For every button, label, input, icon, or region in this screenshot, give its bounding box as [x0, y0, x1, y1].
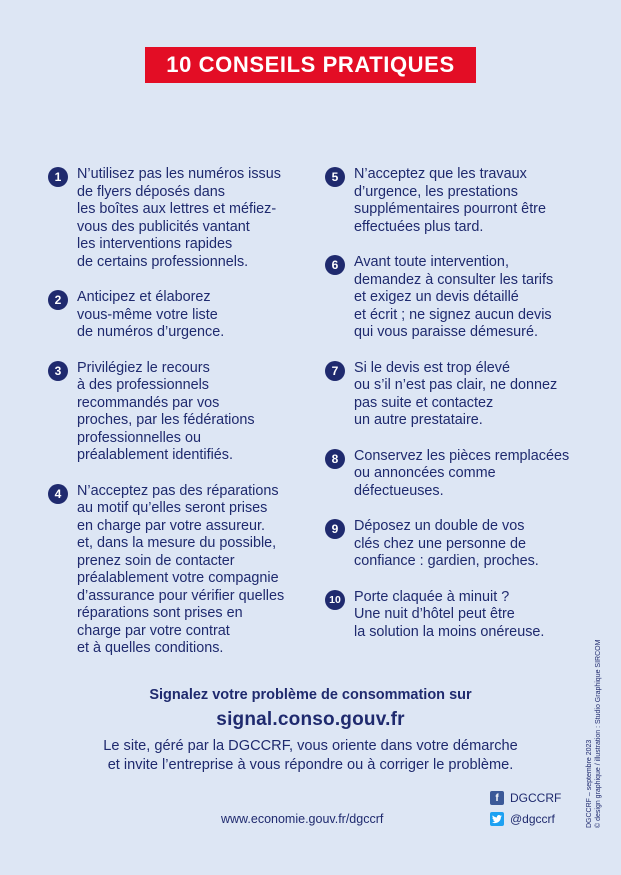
website-link[interactable]: www.economie.gouv.fr/dgccrf — [221, 812, 384, 826]
credits — [585, 640, 603, 828]
tip-item — [325, 254, 590, 342]
tip-number-badge: 6 — [325, 255, 345, 275]
twitter-handle: @dgccrf — [510, 812, 555, 826]
twitter-icon — [490, 812, 504, 826]
tip-text: Si le devis est trop élevé ou s’il n’est pas clair, ne donnez pas suite et contactez un autre prestataire. — [354, 359, 558, 428]
tips-left-column — [48, 166, 310, 676]
tip-number-badge: 5 — [325, 167, 345, 187]
tip-number-badge: 4 — [48, 484, 68, 504]
tip-number-badge: 3 — [48, 361, 68, 381]
twitter-link[interactable] — [490, 812, 555, 826]
report-description: Le site, géré par la DGCCRF, vous oriente dans votre démarche et invite l’entreprise à vous répondre ou à corriger le problème. — [103, 738, 518, 773]
tip-text: Avant toute intervention, demandez à consulter les tarifs et exigez un devis détaillé et écrit ; ne signez aucun devis qui vous paraisse démesuré. — [354, 254, 554, 340]
tip-number-badge: 9 — [325, 519, 345, 539]
tip-item — [48, 289, 310, 342]
tip-item — [325, 589, 590, 642]
tip-text: N’utilisez pas les numéros issus de flyers déposés dans les boîtes aux lettres et méfiez- vous des publicités vantant les interventions rapides de certains professionnels. — [77, 166, 281, 270]
tip-number-badge: 2 — [48, 290, 68, 310]
credit-line: DGCCRF – septembre 2023 — [586, 739, 593, 828]
tip-text: Déposez un double de vos clés chez une personne de confiance : gardien, proches. — [354, 518, 539, 569]
page-title: 10 CONSEILS PRATIQUES — [145, 47, 476, 83]
facebook-handle: DGCCRF — [510, 791, 562, 805]
tip-item — [325, 166, 590, 236]
tip-item — [325, 518, 590, 571]
tip-number-badge: 10 — [325, 590, 345, 610]
report-label: Signalez votre problème de consommation sur — [149, 687, 472, 703]
tip-text: Porte claquée à minuit ? Une nuit d’hôtel peut être la solution la moins onéreuse. — [354, 588, 545, 640]
credit-line: © design graphique / illustration : Studio Graphique SIRCOM — [595, 639, 602, 828]
tip-text: N’acceptez pas des réparations au motif qu’elles seront prises en charge par votre assureur. et, dans la mesure du possible, prenez soin de contacter préalablement votre compagnie d’assurance pour vérifier quelles réparations sont prises en charge par votre contrat et à quelles conditions. — [77, 482, 285, 656]
tip-number-badge: 8 — [325, 449, 345, 469]
tip-text: N’acceptez que les travaux d’urgence, les prestations supplémentaires pourront être effectuées plus tard. — [354, 166, 546, 235]
tip-text: Conservez les pièces remplacées ou annoncées comme défectueuses. — [354, 447, 570, 499]
tip-item — [48, 360, 310, 465]
facebook-link[interactable] — [490, 791, 561, 805]
tips-right-column — [325, 166, 590, 659]
tip-item — [48, 166, 310, 271]
tip-number-badge: 7 — [325, 361, 345, 381]
report-site-link[interactable]: signal.conso.gouv.fr — [216, 709, 405, 730]
facebook-icon: f — [490, 791, 504, 805]
tip-text: Privilégiez le recours à des professionnels recommandés par vos proches, par les fédérations professionnelles ou préalablement identifiés. — [77, 359, 255, 463]
tip-item — [325, 360, 590, 430]
tip-text: Anticipez et élaborez vous-même votre liste de numéros d’urgence. — [77, 289, 225, 340]
tip-number-badge: 1 — [48, 167, 68, 187]
tip-item — [325, 448, 590, 501]
tip-item — [48, 483, 310, 658]
